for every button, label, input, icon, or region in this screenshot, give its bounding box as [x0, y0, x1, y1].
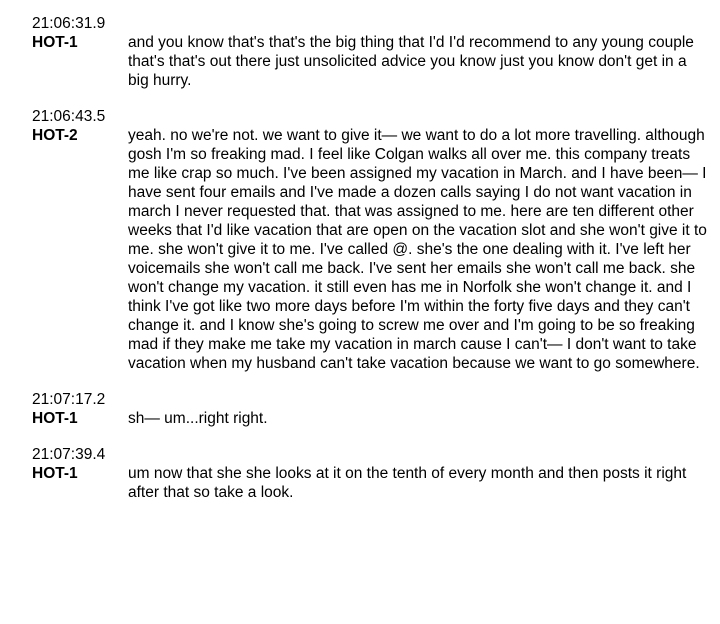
entry-row	[32, 464, 707, 502]
utterance-text: and you know that's that's the big thing that I'd I'd recommend to any young couple that's that's out there just unsolicited advice you know just you know don't get in a big hurry.	[128, 34, 694, 89]
entry-row	[32, 126, 707, 373]
entry-row	[32, 409, 707, 428]
transcript-entry	[32, 445, 707, 502]
transcript	[32, 14, 707, 519]
timestamp: 21:07:17.2	[32, 391, 106, 408]
transcript-entry	[32, 14, 707, 90]
speaker-label: HOT-1	[32, 465, 78, 482]
transcript-entry	[32, 390, 707, 428]
timestamp: 21:07:39.4	[32, 446, 106, 463]
timestamp: 21:06:31.9	[32, 15, 106, 32]
speaker-label: HOT-1	[32, 410, 78, 427]
transcript-entry	[32, 107, 707, 373]
speaker-label: HOT-1	[32, 34, 78, 51]
entry-row	[32, 33, 707, 90]
utterance-text: um now that she she looks at it on the tenth of every month and then posts it right after that so take a look.	[128, 465, 687, 501]
speaker-label: HOT-2	[32, 127, 78, 144]
utterance-text: sh— um...right right.	[128, 410, 268, 427]
utterance-text: yeah. no we're not. we want to give it— we want to do a lot more travelling. although gosh I'm so freaking mad. I feel like Colgan walks all over me. this company treats me like crap so much. I've been assigned my vacation in March. and I have been— I have sent four emails and I've made a dozen calls saying I do not want vacation in march I never requested that. that was assigned to me. here are ten different other weeks that I'd like vacation that are open on the vacation slot and she won't give it to me. she won't give it to me. I've called @. she's the one dealing with it. I've left her voicemails she won't call me back. I've sent her emails she won't call me back. she won't change my vacation. it still even has me in Norfolk she won't change it. and I think I've got like two more days before I'm within the forty five days and they can't change it. and I know she's going to screw me over and I'm going to be so freaking mad if they make me take my vacation in march cause I can't— I don't want to take vacation when my husband can't take vacation because we want to go somewhere.	[128, 127, 707, 372]
timestamp: 21:06:43.5	[32, 108, 106, 125]
